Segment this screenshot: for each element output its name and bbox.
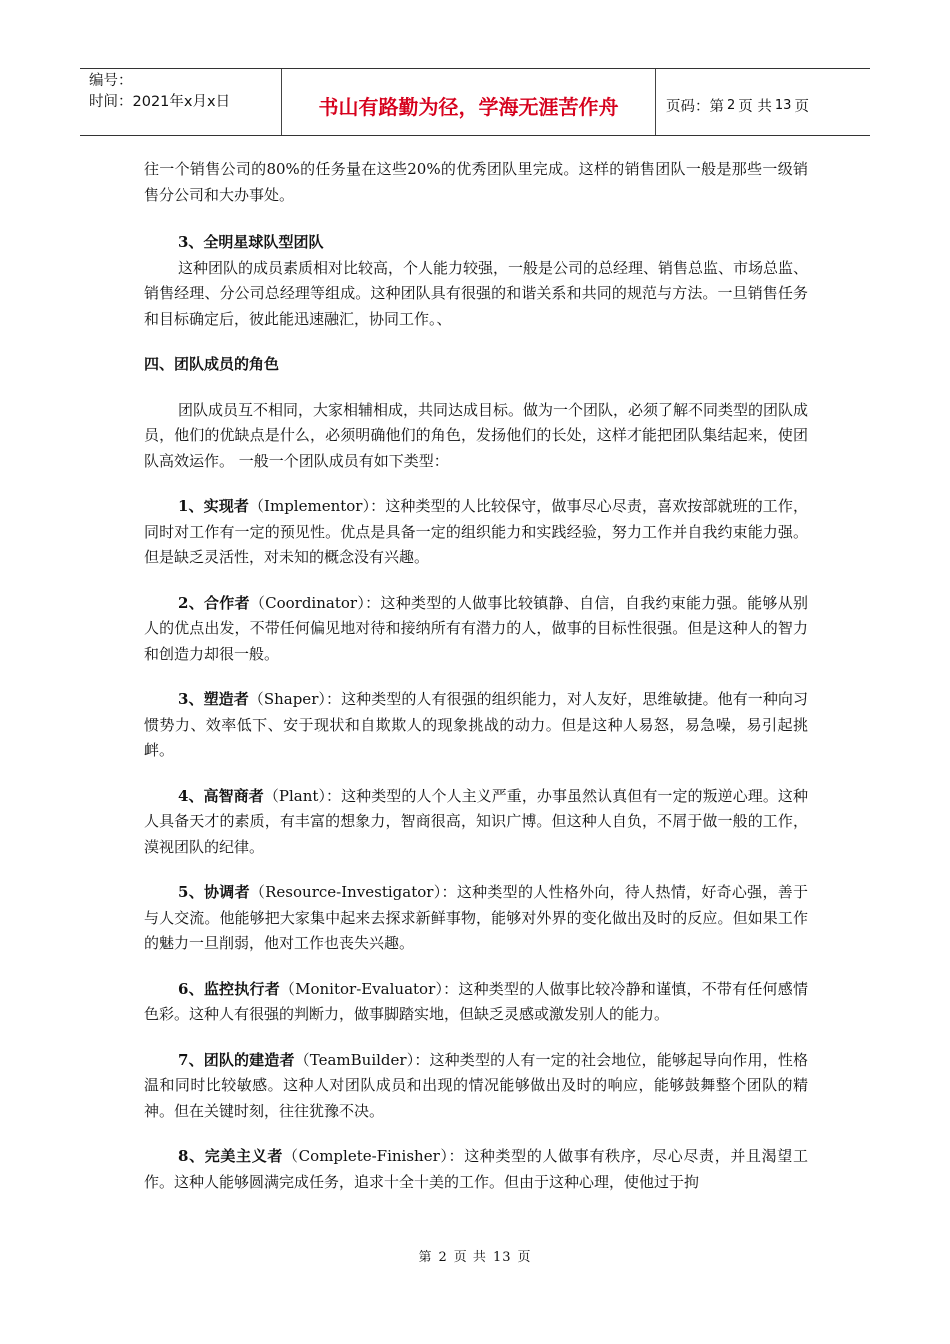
page-label-suffix: 页 <box>794 98 809 115</box>
role-paragraph <box>144 591 808 668</box>
role-text: 这种类型的人做事有秩序，尽心尽责，并且渴望工作。这种人能够圆满完成任务，追求十全十美的工作。但由于这种心理，使他过于拘 <box>144 1147 808 1191</box>
role-title: 2、合作者 <box>178 593 250 612</box>
role-paragraph <box>144 1048 808 1125</box>
role-text: 这种类型的人做事比较冷静和谨慎，不带有任何感情色彩。这种人有很强的判断力，做事脚踏实地，但缺乏灵感或激发别人的能力。 <box>144 979 808 1023</box>
section4-heading: 四、团队成员的角色 <box>144 355 280 373</box>
role-paragraph <box>144 977 808 1028</box>
document-body <box>144 157 808 1195</box>
role-text: 这种类型的人有很强的组织能力，对人友好，思维敏捷。他有一种向习惯势力、效率低下、安于现状和自欺欺人的现象挑战的动力。但是这种人易怒，易急噪，易引起挑衅。 <box>144 690 809 759</box>
role-english: （Coordinator）： <box>249 593 381 612</box>
allstar-paragraph: 这种团队的成员素质相对比较高，个人能力较强，一般是公司的总经理、销售总监、市场总监、销售经理、分公司总经理等组成。这种团队具有很强的和谐关系和共同的规范与方法。一旦销售任务和目标确定后，彼此能迅速融汇，协同工作。、 <box>144 258 809 328</box>
page-current: 2 <box>727 97 736 113</box>
role-english: （Complete-Finisher）： <box>283 1147 465 1165</box>
role-title: 1、实现者 <box>178 497 249 515</box>
page-label-mid: 页 共 <box>738 98 772 115</box>
role-title: 4、高智商者 <box>178 786 264 805</box>
role-english: （Implementor）： <box>248 497 386 515</box>
page-footer <box>0 1246 950 1265</box>
role-text: 这种类型的人做事比较镇静、自信，自我约束能力强。能够从别人的优点出发，不带任何偏见地对待和接纳所有有潜力的人，做事的目标性很强。但是这种人的智力和创造力却很一般。 <box>144 593 808 663</box>
footer-total: 13 <box>492 1250 512 1265</box>
footer-prefix: 第 <box>418 1250 433 1265</box>
header-page-info <box>656 69 870 135</box>
page-total: 13 <box>774 97 792 113</box>
role-title: 8、完美主义者 <box>178 1147 284 1165</box>
role-english: （TeamBuilder）： <box>294 1050 430 1069</box>
role-paragraph <box>144 1144 808 1195</box>
role-title: 7、团队的建造者 <box>178 1050 295 1069</box>
page-label-prefix: 页码：第 <box>666 98 724 115</box>
role-title: 6、监控执行者 <box>178 979 280 998</box>
role-paragraph <box>144 880 808 957</box>
role-paragraph <box>144 687 808 764</box>
role-paragraph <box>144 494 808 571</box>
role-text: 这种类型的人性格外向，待人热情，好奇心强，善于与人交流。他能够把大家集中起来去探求新鲜事物，能够对外界的变化做出及时的反应。但如果工作的魅力一旦削弱，他对工作也丧失兴趣。 <box>144 883 809 952</box>
intro-paragraph: 往一个销售公司的80%的任务量在这些20%的优秀团队里完成。这样的销售团队一般是那些一级销售分公司和大办事处。 <box>144 160 808 204</box>
role-english: （Resource-Investigator）： <box>249 883 457 901</box>
role-english: （Monitor-Evaluator）： <box>279 979 459 998</box>
role-paragraph <box>144 784 808 861</box>
header-meta <box>80 69 282 135</box>
date-label: 时间：2021年x月x日 <box>89 94 231 110</box>
footer-current: 2 <box>438 1250 448 1265</box>
footer-mid: 页 共 <box>453 1250 487 1265</box>
footer-suffix: 页 <box>517 1250 532 1265</box>
role-english: （Shaper）： <box>248 690 342 708</box>
role-english: （Plant）： <box>263 786 342 805</box>
page-header <box>80 68 870 136</box>
role-text: 这种类型的人有一定的社会地位，能够起导向作用，性格温和同时比较敏感。这种人对团队成员和出现的情况能够做出及时的响应，能够鼓舞整个团队的精神。但在关键时刻，往往犹豫不决。 <box>144 1050 808 1120</box>
section4-intro: 团队成员互不相同，大家相辅相成，共同达成目标。做为一个团队，必须了解不同类型的团队成员，他们的优缺点是什么，必须明确他们的角色，发扬他们的长处，这样才能把团队集结起来，使团队高效运作。 一般一个团队成员有如下类型： <box>144 400 809 470</box>
serial-label: 编号： <box>89 73 133 89</box>
role-title: 3、塑造者 <box>178 690 249 708</box>
role-text: 这种类型的人比较保守，做事尽心尽责，喜欢按部就班的工作，同时对工作有一定的预见性。优点是具备一定的组织能力和实践经验，努力工作并自我约束能力强。但是缺乏灵活性，对未知的概念没有兴趣。 <box>144 497 809 566</box>
role-text: 这种类型的人个人主义严重，办事虽然认真但有一定的叛逆心理。这种人具备天才的素质，有丰富的想象力，智商很高，知识广博。但这种人自负，不屑于做一般的工作，漠视团队的纪律。 <box>144 786 808 856</box>
role-title: 5、协调者 <box>178 883 250 901</box>
allstar-heading: 3、全明星球队型团队 <box>178 233 324 251</box>
header-motto: 书山有路勤为径，学海无涯苦作舟 <box>282 69 656 135</box>
